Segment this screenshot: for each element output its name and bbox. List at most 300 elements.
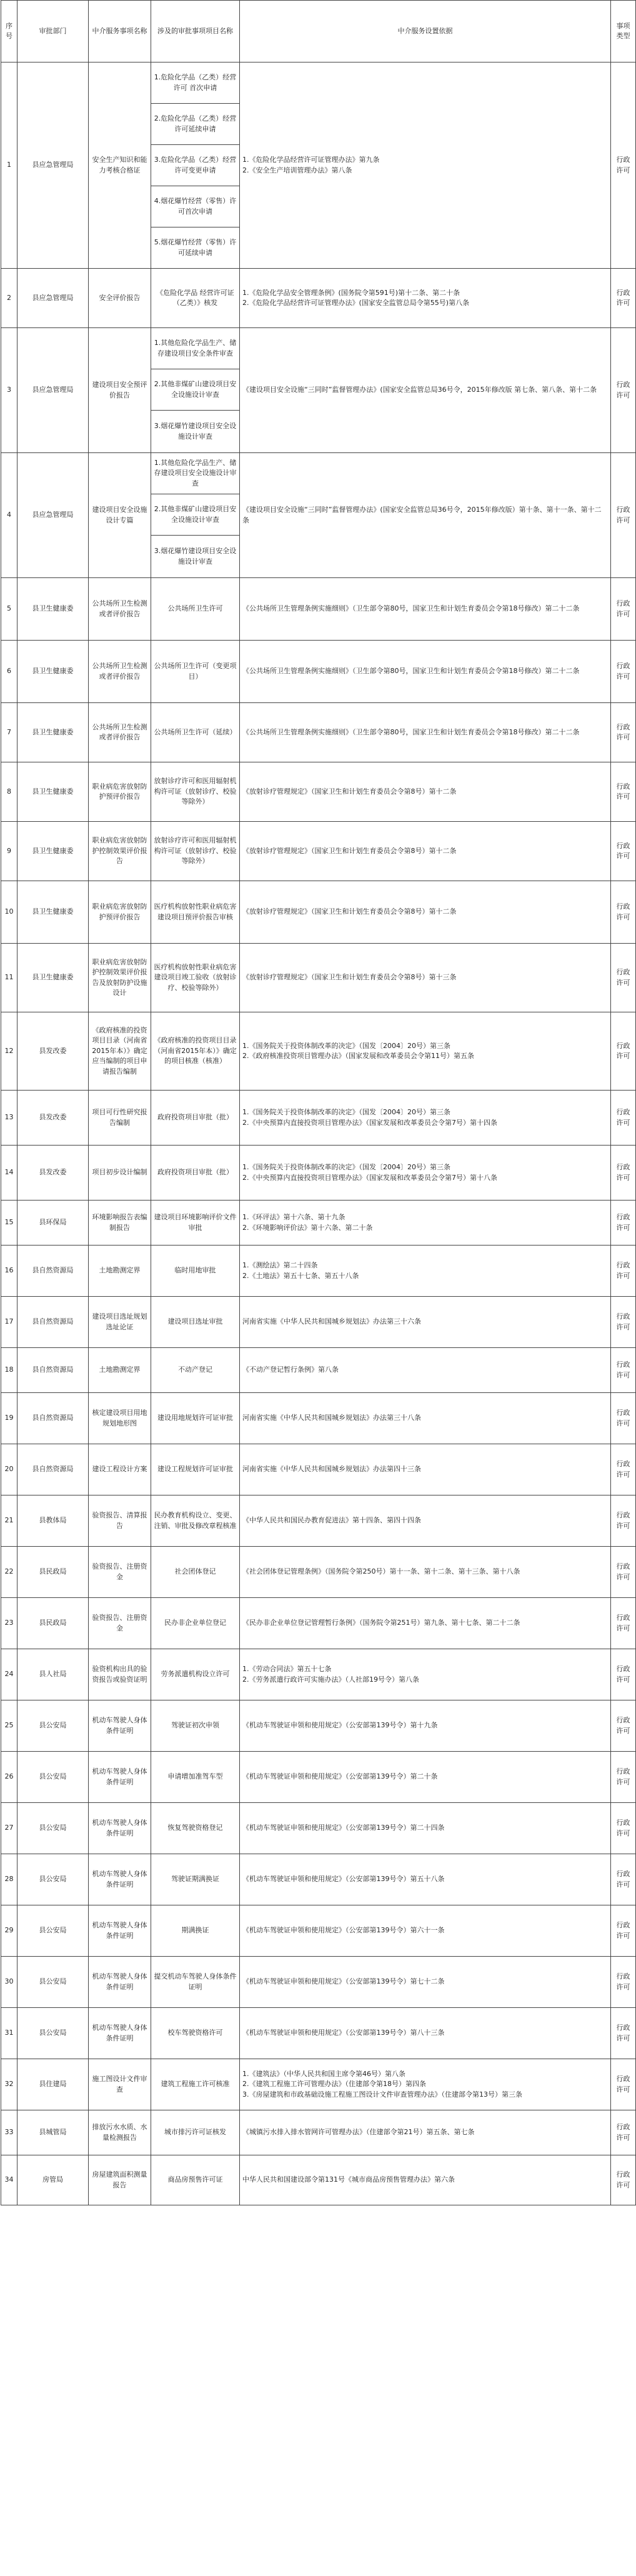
basis-line: 2.《危险化学品经营许可证管理办法》(国家安全监管总局令第55号)第八条 xyxy=(242,299,470,307)
row-item: 公共场所卫生检测或者评价报告 xyxy=(89,578,151,641)
row-item: 建设项目安全设施设计专篇 xyxy=(89,453,151,578)
approval-item: 驾驶证初次申领 xyxy=(171,1721,219,1730)
approval-item: 建筑工程施工许可核准 xyxy=(161,2080,230,2089)
row-item: 安全生产知识和能力考核合格证 xyxy=(89,62,151,269)
table-row xyxy=(1,1598,636,1649)
basis-line: 《不动产登记暂行条例》第八条 xyxy=(242,1365,339,1374)
row-seq: 19 xyxy=(1,1393,17,1444)
row-basis xyxy=(240,1444,611,1495)
row-approvals xyxy=(151,1547,240,1598)
row-approvals xyxy=(151,1012,240,1091)
table-row xyxy=(1,2155,636,2205)
row-approvals xyxy=(151,1752,240,1803)
row-approvals xyxy=(151,1649,240,1700)
row-type: 行政许可 xyxy=(611,1547,636,1598)
row-item: 《政府核准的投资项目目录（河南省2015年本）》确定应当编制的项目申请报告编制 xyxy=(89,1012,151,1091)
basis-line: 《机动车驾驶证申领和使用规定》（公安部第139号令）第六十一条 xyxy=(242,1926,445,1935)
row-dept: 县发改委 xyxy=(17,1146,89,1201)
row-dept: 县自然资源局 xyxy=(17,1297,89,1348)
row-type: 行政许可 xyxy=(611,1091,636,1146)
table-row xyxy=(1,1201,636,1246)
header-item: 中介服务事项名称 xyxy=(89,1,151,62)
table-row xyxy=(1,641,636,703)
approval-item: 建设工程规划许可证审批 xyxy=(157,1465,233,1474)
row-seq: 10 xyxy=(1,881,17,944)
row-dept: 县自然资源局 xyxy=(17,1444,89,1495)
approval-item: 公共场所卫生许可（变更项目） xyxy=(154,662,237,681)
basis-line: 《机动车驾驶证申领和使用规定》（公安部第139号令）第二十条 xyxy=(242,1772,438,1781)
basis-line: 《放射诊疗管理规定》（国家卫生和计划生育委员会令第8号）第十二条 xyxy=(242,787,457,796)
row-seq: 14 xyxy=(1,1146,17,1201)
basis-line: 《社会团体登记管理条例》（国务院令第250号）第十一条、第十二条、第十三条、第十八条 xyxy=(242,1567,520,1576)
row-basis xyxy=(240,1393,611,1444)
basis-line: 河南省实施《中华人民共和国城乡规划法》办法第三十八条 xyxy=(242,1414,421,1422)
row-basis xyxy=(240,1012,611,1091)
row-seq: 21 xyxy=(1,1495,17,1547)
row-approvals xyxy=(151,1348,240,1393)
row-item: 验资报告、清算报告 xyxy=(89,1495,151,1547)
row-seq: 27 xyxy=(1,1803,17,1854)
approval-sub-item: 5.烟花爆竹经营（零售）许可延续申请 xyxy=(154,238,237,257)
row-type: 行政许可 xyxy=(611,1393,636,1444)
row-approvals xyxy=(151,1246,240,1297)
row-seq: 4 xyxy=(1,453,17,578)
basis-line: 河南省实施《中华人民共和国城乡规划法》办法第四十三条 xyxy=(242,1465,421,1474)
row-dept: 县卫生健康委 xyxy=(17,881,89,944)
approval-item: 《政府核准的投资项目目录（河南省2015年本）》确定的项目核准（核准） xyxy=(154,1036,237,1066)
table-row xyxy=(1,1957,636,2008)
row-item: 施工图设计文件审查 xyxy=(89,2059,151,2110)
row-approvals xyxy=(151,62,240,269)
basis-line: 《公共场所卫生管理条例实施细则》（卫生部令第80号，国家卫生和计划生育委员会令第18号修改）第二十二条 xyxy=(242,604,580,613)
approval-item: 劳务派遣机构设立许可 xyxy=(161,1670,230,1679)
row-seq: 32 xyxy=(1,2059,17,2110)
row-item: 项目初步设计编制 xyxy=(89,1146,151,1201)
row-seq: 30 xyxy=(1,1957,17,2008)
row-dept: 县公安局 xyxy=(17,1700,89,1752)
row-approvals xyxy=(151,1393,240,1444)
table-row xyxy=(1,269,636,328)
row-item: 建设项目安全预评价报告 xyxy=(89,328,151,453)
row-type: 行政许可 xyxy=(611,944,636,1012)
header-basis: 中介服务设置依据 xyxy=(240,1,611,62)
row-dept: 县自然资源局 xyxy=(17,1348,89,1393)
row-item: 验资报告、注册资金 xyxy=(89,1547,151,1598)
table-row xyxy=(1,2059,636,2110)
row-dept: 县公安局 xyxy=(17,1957,89,2008)
approval-item: 医疗机构放射性职业病危害建设项目预评价报告审核 xyxy=(154,902,237,921)
row-seq: 18 xyxy=(1,1348,17,1393)
row-type: 行政许可 xyxy=(611,1854,636,1905)
row-seq: 22 xyxy=(1,1547,17,1598)
basis-line: 《放射诊疗管理规定》（国家卫生和计划生育委员会令第8号）第十二条 xyxy=(242,846,457,855)
row-approvals xyxy=(151,1700,240,1752)
row-seq: 5 xyxy=(1,578,17,641)
table-body xyxy=(1,62,636,2205)
approval-sub-item: 1.危险化学品（乙类）经营许可 首次申请 xyxy=(151,62,239,104)
row-basis xyxy=(240,1649,611,1700)
row-item: 土地勘测定界 xyxy=(89,1348,151,1393)
approval-item: 不动产登记 xyxy=(178,1365,212,1374)
row-type: 行政许可 xyxy=(611,1201,636,1246)
row-item: 机动车驾驶人身体条件证明 xyxy=(89,1752,151,1803)
table-row xyxy=(1,2110,636,2155)
approval-sub-item: 2.其他非煤矿山建设项目安全设施设计审查 xyxy=(151,494,239,536)
row-dept: 县应急管理局 xyxy=(17,269,89,328)
approval-item: 《危险化学品 经营许可证（乙类）》核发 xyxy=(156,288,234,307)
row-approvals xyxy=(151,1854,240,1905)
row-item: 建设项目选址规划选址论证 xyxy=(89,1297,151,1348)
approval-sub-list xyxy=(151,62,239,268)
row-dept: 县卫生健康委 xyxy=(17,641,89,703)
approval-item: 公共场所卫生许可（延续） xyxy=(154,727,237,736)
approval-item: 商品房预售许可证 xyxy=(167,2175,223,2184)
row-approvals xyxy=(151,1495,240,1547)
approval-sub-item: 3.危险化学品（乙类）经营许可变更申请 xyxy=(151,145,239,186)
row-dept: 县城管局 xyxy=(17,2110,89,2155)
row-basis xyxy=(240,269,611,328)
row-type: 行政许可 xyxy=(611,62,636,269)
basis-line: 2.《建筑工程施工许可管理办法》（住建部令第18号）第四条 xyxy=(242,2080,426,2089)
approval-item: 建设项目环境影响评价文件审批 xyxy=(154,1213,237,1232)
table-row xyxy=(1,881,636,944)
row-dept: 县环保局 xyxy=(17,1201,89,1246)
row-approvals xyxy=(151,1598,240,1649)
row-basis xyxy=(240,1547,611,1598)
table-row xyxy=(1,2008,636,2059)
basis-line: 1.《危险化学品经营许可证管理办法》第九条 xyxy=(242,156,380,164)
approval-sub-item: 3.烟花爆竹建设项目安全设施设计审查 xyxy=(154,547,237,566)
approval-item: 政府投资项目审批（批） xyxy=(157,1113,233,1122)
row-basis xyxy=(240,1246,611,1297)
table-row xyxy=(1,762,636,822)
row-seq: 13 xyxy=(1,1091,17,1146)
table-row xyxy=(1,944,636,1012)
row-dept: 县应急管理局 xyxy=(17,328,89,453)
approval-item: 校车驾驶资格许可 xyxy=(167,2029,223,2037)
table-row xyxy=(1,1700,636,1752)
row-seq: 23 xyxy=(1,1598,17,1649)
row-seq: 34 xyxy=(1,2155,17,2205)
row-item: 职业病危害放射防护预评价报告 xyxy=(89,881,151,944)
row-basis xyxy=(240,762,611,822)
table-row xyxy=(1,328,636,453)
row-basis xyxy=(240,62,611,269)
row-type: 行政许可 xyxy=(611,453,636,578)
row-seq: 17 xyxy=(1,1297,17,1348)
row-seq: 12 xyxy=(1,1012,17,1091)
row-seq: 31 xyxy=(1,2008,17,2059)
row-approvals xyxy=(151,1091,240,1146)
row-approvals xyxy=(151,578,240,641)
row-seq: 2 xyxy=(1,269,17,328)
row-type: 行政许可 xyxy=(611,1495,636,1547)
row-dept: 县发改委 xyxy=(17,1091,89,1146)
row-approvals xyxy=(151,1803,240,1854)
row-type: 行政许可 xyxy=(611,822,636,881)
row-item: 建设工程设计方案 xyxy=(89,1444,151,1495)
row-basis xyxy=(240,1803,611,1854)
row-basis xyxy=(240,881,611,944)
table-row xyxy=(1,703,636,762)
table-row xyxy=(1,1146,636,1201)
approval-sub-item: 2.其他非煤矿山建设项目安全设施设计审查 xyxy=(151,369,239,411)
table-row xyxy=(1,822,636,881)
row-dept: 县卫生健康委 xyxy=(17,822,89,881)
row-basis xyxy=(240,328,611,453)
row-basis xyxy=(240,2008,611,2059)
row-seq: 11 xyxy=(1,944,17,1012)
row-basis xyxy=(240,1957,611,2008)
basis-line: 河南省实施《中华人民共和国城乡规划法》办法第三十六条 xyxy=(242,1317,421,1326)
approval-item: 建设项目选址审批 xyxy=(167,1317,223,1326)
row-item: 机动车驾驶人身体条件证明 xyxy=(89,1700,151,1752)
basis-line: 1.《测绘法》第二十四条 xyxy=(242,1261,318,1269)
approval-item: 恢复驾驶资格登记 xyxy=(167,1824,223,1832)
basis-line: 1.《国务院关于投资体制改革的决定》（国发〔2004〕20号）第三条 xyxy=(242,1041,450,1050)
row-seq: 3 xyxy=(1,328,17,453)
row-type: 行政许可 xyxy=(611,328,636,453)
row-dept: 房管局 xyxy=(17,2155,89,2205)
row-basis xyxy=(240,2059,611,2110)
approval-item: 放射诊疗许可和医用辐射机构许可证（放射诊疗、校验等除外） xyxy=(154,836,237,866)
row-seq: 28 xyxy=(1,1854,17,1905)
table-row xyxy=(1,1393,636,1444)
basis-line: 1.《环评法》第十六条、第十九条 xyxy=(242,1213,345,1221)
approval-sub-item: 3.烟花爆竹建设项目安全设施设计审查 xyxy=(154,422,237,441)
basis-line: 1.《危险化学品安全管理条例》(国务院令第591号)第十二条、第二十条 xyxy=(242,288,460,297)
row-item: 环境影响报告表编制报告 xyxy=(89,1201,151,1246)
row-type: 行政许可 xyxy=(611,2008,636,2059)
row-item: 职业病危害放射防护控制效果评价报告 xyxy=(89,822,151,881)
row-type: 行政许可 xyxy=(611,1752,636,1803)
basis-line: 1.《劳动合同法》第五十七条 xyxy=(242,1665,332,1673)
table-row xyxy=(1,62,636,269)
basis-line: 2.《劳务派遣行政许可实施办法》（人社部19号令）第八条 xyxy=(242,1675,419,1684)
row-type: 行政许可 xyxy=(611,1803,636,1854)
row-type: 行政许可 xyxy=(611,1444,636,1495)
approval-item: 期满换证 xyxy=(181,1926,209,1935)
table-row xyxy=(1,1649,636,1700)
row-basis xyxy=(240,578,611,641)
row-seq: 6 xyxy=(1,641,17,703)
row-approvals xyxy=(151,2110,240,2155)
row-basis xyxy=(240,1297,611,1348)
row-approvals xyxy=(151,1297,240,1348)
row-item: 验资机构出具的验资报告或验资证明 xyxy=(89,1649,151,1700)
approval-item: 城市排污许可证核发 xyxy=(164,2128,226,2137)
row-dept: 县自然资源局 xyxy=(17,1246,89,1297)
row-dept: 县公安局 xyxy=(17,1854,89,1905)
row-dept: 县人社局 xyxy=(17,1649,89,1700)
basis-line: 《放射诊疗管理规定》（国家卫生和计划生育委员会令第8号）第十二条 xyxy=(242,907,457,916)
row-dept: 县卫生健康委 xyxy=(17,762,89,822)
approval-item: 公共场所卫生许可 xyxy=(167,604,223,613)
approval-item: 申请增加准驾车型 xyxy=(167,1772,223,1781)
basis-line: 《机动车驾驶证申领和使用规定》（公安部第139号令）第八十三条 xyxy=(242,2029,445,2037)
row-item: 机动车驾驶人身体条件证明 xyxy=(89,1905,151,1957)
approval-item: 放射诊疗许可和医用辐射机构许可证（放射诊疗、校验等除外） xyxy=(154,777,237,806)
row-type: 行政许可 xyxy=(611,1348,636,1393)
basis-line: 《机动车驾驶证申领和使用规定》（公安部第139号令）第七十二条 xyxy=(242,1977,445,1986)
approval-sub-item: 2.危险化学品（乙类）经营许可延续申请 xyxy=(151,104,239,145)
row-dept: 县发改委 xyxy=(17,1012,89,1091)
row-basis xyxy=(240,2155,611,2205)
approval-item: 社会团体登记 xyxy=(174,1567,216,1576)
header-dept: 审批部门 xyxy=(17,1,89,62)
row-seq: 1 xyxy=(1,62,17,269)
row-basis xyxy=(240,1700,611,1752)
basis-line: 《公共场所卫生管理条例实施细则》（卫生部令第80号，国家卫生和计划生育委员会令第18号修改）第二十二条 xyxy=(242,667,580,676)
row-approvals xyxy=(151,881,240,944)
row-basis xyxy=(240,2110,611,2155)
basis-line: 《放射诊疗管理规定》（国家卫生和计划生育委员会令第8号）第十三条 xyxy=(242,973,457,982)
basis-line: 3.《房屋建筑和市政基础设施工程施工图设计文件审查管理办法》（住建部令第13号）第三条 xyxy=(242,2090,522,2099)
table-row xyxy=(1,1495,636,1547)
approval-item: 医疗机构放射性职业病危害建设项目竣工验收（放射诊疗、校验等除外） xyxy=(154,962,237,992)
approval-item: 民办教育机构设立、变更、注销、审批及修改章程核准 xyxy=(154,1511,237,1530)
basis-line: 2.《环境影响评价法》第十六条、第二十条 xyxy=(242,1223,373,1232)
row-dept: 县卫生健康委 xyxy=(17,578,89,641)
basis-line: 《机动车驾驶证申领和使用规定》（公安部第139号令）第五十八条 xyxy=(242,1875,445,1884)
basis-line: 《中华人民共和国民办教育促进法》第十四条、第四十四条 xyxy=(242,1516,421,1525)
row-item: 公共场所卫生检测或者评价报告 xyxy=(89,703,151,762)
table-row xyxy=(1,1854,636,1905)
row-seq: 24 xyxy=(1,1649,17,1700)
table-row xyxy=(1,578,636,641)
row-dept: 县应急管理局 xyxy=(17,453,89,578)
row-type: 行政许可 xyxy=(611,1700,636,1752)
row-item: 验资报告、注册资金 xyxy=(89,1598,151,1649)
row-dept: 县民政局 xyxy=(17,1598,89,1649)
table-row xyxy=(1,1444,636,1495)
row-item: 机动车驾驶人身体条件证明 xyxy=(89,2008,151,2059)
row-type: 行政许可 xyxy=(611,1905,636,1957)
row-dept: 县自然资源局 xyxy=(17,1393,89,1444)
row-type: 行政许可 xyxy=(611,2059,636,2110)
row-dept: 县卫生健康委 xyxy=(17,703,89,762)
row-dept: 县公安局 xyxy=(17,2008,89,2059)
row-approvals xyxy=(151,2008,240,2059)
row-approvals xyxy=(151,2059,240,2110)
row-basis xyxy=(240,1854,611,1905)
row-approvals xyxy=(151,641,240,703)
row-approvals xyxy=(151,1905,240,1957)
approval-sub-item: 1.其他危险化学品生产、储存建设项目安全设施设计审查 xyxy=(151,453,239,494)
row-item: 排放污水水质、水量检测报告 xyxy=(89,2110,151,2155)
row-type: 行政许可 xyxy=(611,269,636,328)
table-row xyxy=(1,1091,636,1146)
table-row xyxy=(1,1246,636,1297)
row-item: 公共场所卫生检测或者评价报告 xyxy=(89,641,151,703)
row-item: 机动车驾驶人身体条件证明 xyxy=(89,1854,151,1905)
row-basis xyxy=(240,703,611,762)
basis-line: 《机动车驾驶证申领和使用规定》（公安部第139号令）第二十四条 xyxy=(242,1824,445,1832)
row-basis xyxy=(240,641,611,703)
row-type: 行政许可 xyxy=(611,703,636,762)
basis-line: 1.《建筑法》（中华人民共和国主席令第46号）第八条 xyxy=(242,2069,405,2078)
basis-line: 《公共场所卫生管理条例实施细则》（卫生部令第80号，国家卫生和计划生育委员会令第18号修改）第二十二条 xyxy=(242,727,580,736)
approval-item: 临时用地审批 xyxy=(174,1266,216,1275)
header-seq: 序号 xyxy=(1,1,17,62)
approval-sub-item: 4.烟花爆竹经营（零售）许可首次申请 xyxy=(151,186,239,227)
row-item: 机动车驾驶人身体条件证明 xyxy=(89,1957,151,2008)
row-seq: 8 xyxy=(1,762,17,822)
table-row xyxy=(1,1348,636,1393)
row-seq: 16 xyxy=(1,1246,17,1297)
basis-line: 2.《中央预算内直接投资项目管理办法》（国家发展和改革委员会令第7号）第十八条 xyxy=(242,1173,497,1182)
row-dept: 县公安局 xyxy=(17,1803,89,1854)
row-seq: 15 xyxy=(1,1201,17,1246)
row-approvals xyxy=(151,1444,240,1495)
intermediary-services-table xyxy=(1,0,636,2205)
basis-line: 《建设项目安全设施“三同时”监督管理办法》(国家安全监管总局36号令，2015年修改版）第十条、第十一条、第十二条 xyxy=(242,506,602,524)
basis-line: 中华人民共和国建设部令第131号《城市商品房预售管理办法》第六条 xyxy=(242,2175,455,2184)
row-dept: 县应急管理局 xyxy=(17,62,89,269)
basis-line: 《机动车驾驶证申领和使用规定》（公安部第139号令）第十九条 xyxy=(242,1721,438,1730)
basis-line: 《城镇污水排入排水管网许可管理办法》（住建部令第21号）第五条、第七条 xyxy=(242,2128,475,2137)
row-basis xyxy=(240,1348,611,1393)
basis-line: 2.《政府核准投资项目管理办法》（国家发展和改革委员会令第11号）第五条 xyxy=(242,1052,474,1060)
table-row xyxy=(1,1752,636,1803)
row-type: 行政许可 xyxy=(611,1957,636,2008)
row-basis xyxy=(240,1495,611,1547)
row-seq: 20 xyxy=(1,1444,17,1495)
row-dept: 县教体局 xyxy=(17,1495,89,1547)
row-approvals xyxy=(151,762,240,822)
row-basis xyxy=(240,1091,611,1146)
row-type: 行政许可 xyxy=(611,641,636,703)
row-dept: 县公安局 xyxy=(17,1905,89,1957)
row-basis xyxy=(240,822,611,881)
row-approvals xyxy=(151,944,240,1012)
approval-item: 提交机动车驾驶人身体条件证明 xyxy=(154,1972,237,1991)
row-approvals xyxy=(151,1201,240,1246)
row-basis xyxy=(240,1201,611,1246)
row-basis xyxy=(240,1752,611,1803)
row-approvals xyxy=(151,453,240,578)
row-seq: 33 xyxy=(1,2110,17,2155)
row-dept: 县住建局 xyxy=(17,2059,89,2110)
row-type: 行政许可 xyxy=(611,1246,636,1297)
row-seq: 25 xyxy=(1,1700,17,1752)
approval-sub-item: 1.其他危险化学品生产、储存建设项目安全条件审查 xyxy=(151,328,239,369)
row-type: 行政许可 xyxy=(611,1598,636,1649)
row-approvals xyxy=(151,1146,240,1201)
row-type: 行政许可 xyxy=(611,1012,636,1091)
row-item: 机动车驾驶人身体条件证明 xyxy=(89,1803,151,1854)
row-approvals xyxy=(151,269,240,328)
table-row xyxy=(1,1905,636,1957)
row-basis xyxy=(240,944,611,1012)
basis-line: 《民办非企业单位登记管理暂行条例》（国务院令第251号）第九条、第十七条、第二十二条 xyxy=(242,1619,520,1627)
row-type: 行政许可 xyxy=(611,1146,636,1201)
row-approvals xyxy=(151,328,240,453)
table-row xyxy=(1,1012,636,1091)
row-item: 项目可行性研究报告编制 xyxy=(89,1091,151,1146)
row-item: 土地勘测定界 xyxy=(89,1246,151,1297)
table-row xyxy=(1,453,636,578)
table-row xyxy=(1,1547,636,1598)
row-basis xyxy=(240,453,611,578)
basis-line: 2.《安全生产培训管理办法》第八条 xyxy=(242,166,352,174)
table-header-row xyxy=(1,1,636,62)
row-basis xyxy=(240,1146,611,1201)
row-seq: 26 xyxy=(1,1752,17,1803)
row-type: 行政许可 xyxy=(611,2155,636,2205)
row-approvals xyxy=(151,703,240,762)
table-row xyxy=(1,1803,636,1854)
